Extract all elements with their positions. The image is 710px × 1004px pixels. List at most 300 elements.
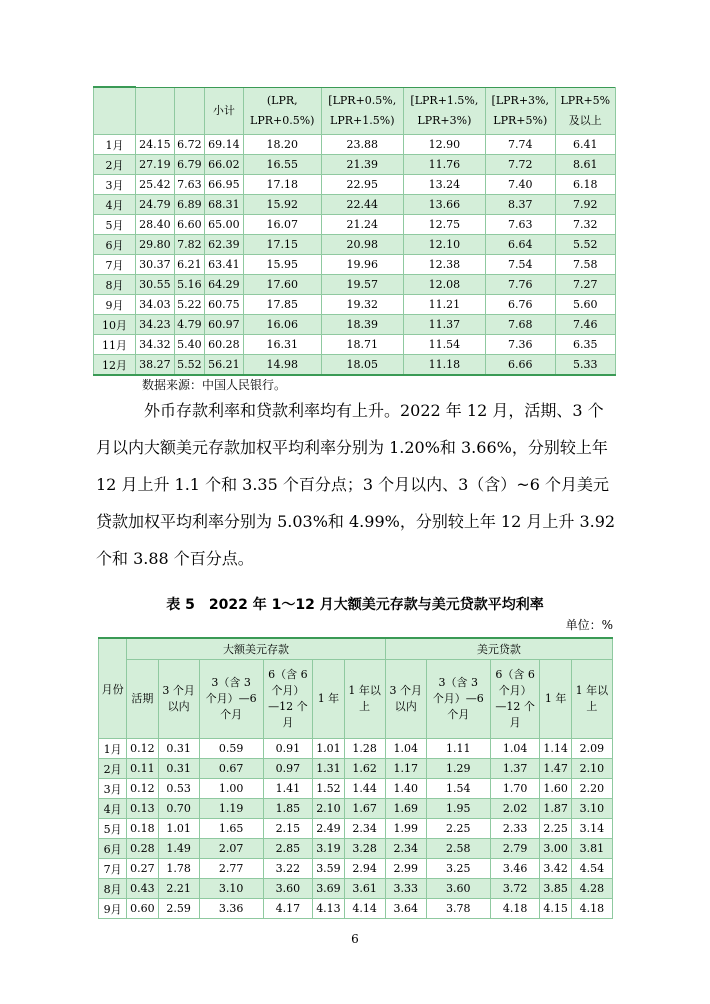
value-cell: 12.75 — [403, 215, 485, 235]
value-cell: 0.13 — [127, 799, 158, 819]
value-cell: 1.69 — [385, 799, 426, 819]
value-cell: 2.33 — [490, 819, 540, 839]
value-cell: 1.17 — [385, 759, 426, 779]
header-text: 3 个月 — [162, 684, 195, 697]
value-cell: 4.54 — [571, 859, 612, 879]
value-cell: 2.34 — [385, 839, 426, 859]
value-cell: 4.28 — [571, 879, 612, 899]
value-cell: 7.32 — [555, 215, 615, 235]
value-cell: 23.88 — [321, 135, 403, 155]
column-header — [571, 660, 612, 739]
month-cell: 3月 — [99, 779, 127, 799]
month-cell: 7月 — [99, 859, 127, 879]
month-cell: 2月 — [94, 155, 136, 175]
value-cell: 1.04 — [385, 739, 426, 759]
value-cell: 17.15 — [243, 235, 321, 255]
value-cell: 3.10 — [199, 879, 263, 899]
value-cell: 6.66 — [485, 355, 555, 376]
table-row — [99, 779, 613, 799]
table-row — [94, 155, 616, 175]
value-cell: 11.18 — [403, 355, 485, 376]
month-cell: 12月 — [94, 355, 136, 376]
header-text: 个月）—6 — [205, 692, 257, 705]
column-header — [158, 660, 199, 739]
value-cell: 12.08 — [403, 275, 485, 295]
value-cell: 0.60 — [127, 899, 158, 919]
month-cell: 5月 — [94, 215, 136, 235]
value-cell: 64.29 — [205, 275, 244, 295]
value-cell: 22.95 — [321, 175, 403, 195]
header-text: 1 年 — [317, 692, 340, 705]
value-cell: 8.61 — [555, 155, 615, 175]
value-cell: 19.32 — [321, 295, 403, 315]
month-cell: 6月 — [94, 235, 136, 255]
value-cell: 7.58 — [555, 255, 615, 275]
table-row — [94, 275, 616, 295]
value-cell: 2.07 — [199, 839, 263, 859]
header-text: 3（含 3 — [211, 676, 251, 689]
value-cell: 3.10 — [571, 799, 612, 819]
value-cell: 66.02 — [205, 155, 244, 175]
value-cell: 3.85 — [540, 879, 571, 899]
value-cell: 4.17 — [263, 899, 313, 919]
month-cell: 3月 — [94, 175, 136, 195]
value-cell: 4.14 — [344, 899, 385, 919]
header-cell — [94, 87, 136, 135]
header-text: 个月 — [220, 708, 243, 721]
value-cell: 19.57 — [321, 275, 403, 295]
header-text: LPR+0.5%) — [250, 113, 315, 127]
value-cell: 7.63 — [485, 215, 555, 235]
value-cell: 5.40 — [174, 335, 204, 355]
value-cell: 2.49 — [313, 819, 344, 839]
value-cell: 11.21 — [403, 295, 485, 315]
month-cell: 9月 — [94, 295, 136, 315]
value-cell: 17.60 — [243, 275, 321, 295]
value-cell: 1.29 — [426, 759, 490, 779]
value-cell: 0.31 — [158, 759, 199, 779]
value-cell: 3.60 — [263, 879, 313, 899]
value-cell: 18.05 — [321, 355, 403, 376]
value-cell: 15.92 — [243, 195, 321, 215]
table-row — [99, 739, 613, 759]
value-cell: 0.11 — [127, 759, 158, 779]
table-row — [94, 235, 616, 255]
header-text: [LPR+3%, — [491, 93, 549, 107]
value-cell: 11.37 — [403, 315, 485, 335]
month-cell: 8月 — [99, 879, 127, 899]
value-cell: 16.06 — [243, 315, 321, 335]
value-cell: 2.10 — [313, 799, 344, 819]
header-text: —12 个 — [268, 700, 308, 713]
month-cell: 10月 — [94, 315, 136, 335]
header-text: LPR+5% — [560, 93, 611, 107]
column-header — [313, 660, 344, 739]
table-row — [94, 315, 616, 335]
table-row — [99, 899, 613, 919]
value-cell: 6.35 — [555, 335, 615, 355]
table-subheader-row — [99, 660, 613, 739]
header-text: LPR+1.5%) — [330, 113, 395, 127]
column-header — [263, 660, 313, 739]
value-cell: 1.95 — [426, 799, 490, 819]
header-text: [LPR+1.5%, — [410, 93, 479, 107]
table-row — [99, 839, 613, 859]
value-cell: 1.44 — [344, 779, 385, 799]
value-cell: 17.18 — [243, 175, 321, 195]
value-cell: 1.87 — [540, 799, 571, 819]
value-cell: 5.22 — [174, 295, 204, 315]
value-cell: 34.32 — [136, 335, 175, 355]
value-cell: 16.55 — [243, 155, 321, 175]
value-cell: 6.41 — [555, 135, 615, 155]
column-header — [426, 660, 490, 739]
header-cell — [243, 87, 321, 135]
value-cell: 2.15 — [263, 819, 313, 839]
value-cell: 1.60 — [540, 779, 571, 799]
value-cell: 7.63 — [174, 175, 204, 195]
value-cell: 18.71 — [321, 335, 403, 355]
loan-rate-distribution-table — [93, 86, 616, 376]
value-cell: 20.98 — [321, 235, 403, 255]
value-cell: 0.31 — [158, 739, 199, 759]
value-cell: 66.95 — [205, 175, 244, 195]
value-cell: 7.76 — [485, 275, 555, 295]
value-cell: 2.20 — [571, 779, 612, 799]
value-cell: 1.85 — [263, 799, 313, 819]
value-cell: 1.28 — [344, 739, 385, 759]
header-text: 上 — [359, 700, 371, 713]
column-header — [127, 660, 158, 739]
header-text: 6（含 6 — [268, 668, 308, 681]
month-cell: 4月 — [99, 799, 127, 819]
table-row — [99, 799, 613, 819]
table-row — [94, 295, 616, 315]
value-cell: 0.18 — [127, 819, 158, 839]
value-cell: 6.60 — [174, 215, 204, 235]
value-cell: 2.02 — [490, 799, 540, 819]
header-text: 以内 — [394, 700, 417, 713]
value-cell: 30.37 — [136, 255, 175, 275]
value-cell: 25.42 — [136, 175, 175, 195]
value-cell: 2.77 — [199, 859, 263, 879]
header-text: (LPR, — [266, 93, 298, 107]
header-text: —12 个 — [495, 700, 535, 713]
deposit-group-header: 大额美元存款 — [127, 638, 386, 660]
month-cell: 5月 — [99, 819, 127, 839]
value-cell: 29.80 — [136, 235, 175, 255]
value-cell: 12.10 — [403, 235, 485, 255]
month-cell: 2月 — [99, 759, 127, 779]
value-cell: 60.75 — [205, 295, 244, 315]
value-cell: 3.78 — [426, 899, 490, 919]
value-cell: 60.28 — [205, 335, 244, 355]
header-text: 1 年以 — [348, 684, 381, 697]
header-text: 个月）—6 — [432, 692, 484, 705]
value-cell: 2.25 — [540, 819, 571, 839]
value-cell: 4.15 — [540, 899, 571, 919]
value-cell: 4.18 — [571, 899, 612, 919]
value-cell: 7.68 — [485, 315, 555, 335]
header-cell — [136, 87, 175, 135]
table-row — [99, 879, 613, 899]
value-cell: 5.33 — [555, 355, 615, 376]
table-row — [94, 135, 616, 155]
header-text: LPR+3%) — [417, 113, 472, 127]
value-cell: 2.99 — [385, 859, 426, 879]
value-cell: 2.58 — [426, 839, 490, 859]
header-text: 个月 — [447, 708, 470, 721]
value-cell: 1.11 — [426, 739, 490, 759]
column-header — [199, 660, 263, 739]
month-cell: 6月 — [99, 839, 127, 859]
header-text: 月 — [282, 716, 294, 729]
value-cell: 7.74 — [485, 135, 555, 155]
value-cell: 7.27 — [555, 275, 615, 295]
value-cell: 3.25 — [426, 859, 490, 879]
value-cell: 2.25 — [426, 819, 490, 839]
value-cell: 1.01 — [158, 819, 199, 839]
value-cell: 2.09 — [571, 739, 612, 759]
value-cell: 3.46 — [490, 859, 540, 879]
value-cell: 2.21 — [158, 879, 199, 899]
table-row — [94, 195, 616, 215]
value-cell: 24.79 — [136, 195, 175, 215]
table-caption: 表 5 2022 年 1～12 月大额美元存款与美元贷款平均利率 — [166, 597, 544, 613]
value-cell: 22.44 — [321, 195, 403, 215]
value-cell: 2.34 — [344, 819, 385, 839]
column-header — [385, 660, 426, 739]
value-cell: 3.28 — [344, 839, 385, 859]
value-cell: 3.59 — [313, 859, 344, 879]
value-cell: 6.79 — [174, 155, 204, 175]
value-cell: 1.62 — [344, 759, 385, 779]
header-text: 1 年 — [544, 692, 567, 705]
value-cell: 0.43 — [127, 879, 158, 899]
value-cell: 16.31 — [243, 335, 321, 355]
value-cell: 34.03 — [136, 295, 175, 315]
table-row — [94, 255, 616, 275]
value-cell: 5.60 — [555, 295, 615, 315]
value-cell: 3.14 — [571, 819, 612, 839]
value-cell: 8.37 — [485, 195, 555, 215]
value-cell: 34.23 — [136, 315, 175, 335]
value-cell: 0.27 — [127, 859, 158, 879]
table-header-row — [94, 87, 616, 135]
value-cell: 7.72 — [485, 155, 555, 175]
value-cell: 6.72 — [174, 135, 204, 155]
source-note: 数据来源：中国人民银行。 — [142, 378, 287, 392]
value-cell: 1.65 — [199, 819, 263, 839]
value-cell: 3.69 — [313, 879, 344, 899]
value-cell: 38.27 — [136, 355, 175, 376]
value-cell: 6.18 — [555, 175, 615, 195]
header-text: 6（含 6 — [495, 668, 535, 681]
header-cell — [174, 87, 204, 135]
value-cell: 28.40 — [136, 215, 175, 235]
value-cell: 1.70 — [490, 779, 540, 799]
value-cell: 1.99 — [385, 819, 426, 839]
value-cell: 60.97 — [205, 315, 244, 335]
header-text: 1 年以 — [575, 684, 609, 697]
value-cell: 18.20 — [243, 135, 321, 155]
header-text: 3（含 3 — [438, 676, 479, 689]
month-header: 月份 — [99, 638, 127, 739]
month-cell: 9月 — [99, 899, 127, 919]
value-cell: 3.64 — [385, 899, 426, 919]
header-text: 以内 — [167, 700, 190, 713]
value-cell: 1.49 — [158, 839, 199, 859]
value-cell: 1.52 — [313, 779, 344, 799]
unit-label: 单位：% — [565, 618, 613, 632]
value-cell: 5.52 — [174, 355, 204, 376]
value-cell: 1.37 — [490, 759, 540, 779]
value-cell: 5.16 — [174, 275, 204, 295]
value-cell: 1.54 — [426, 779, 490, 799]
value-cell: 1.01 — [313, 739, 344, 759]
value-cell: 3.81 — [571, 839, 612, 859]
value-cell: 1.67 — [344, 799, 385, 819]
value-cell: 4.13 — [313, 899, 344, 919]
table-row — [99, 759, 613, 779]
header-cell — [485, 87, 555, 135]
value-cell: 0.91 — [263, 739, 313, 759]
header-cell — [555, 87, 615, 135]
column-header — [540, 660, 571, 739]
table-header-row — [99, 638, 613, 660]
header-text: [LPR+0.5%, — [328, 93, 397, 107]
value-cell: 27.19 — [136, 155, 175, 175]
value-cell: 1.04 — [490, 739, 540, 759]
value-cell: 18.39 — [321, 315, 403, 335]
header-text: LPR+5%) — [493, 113, 548, 127]
month-cell: 4月 — [94, 195, 136, 215]
table-row — [99, 819, 613, 839]
value-cell: 6.76 — [485, 295, 555, 315]
table-row — [94, 175, 616, 195]
value-cell: 2.10 — [571, 759, 612, 779]
value-cell: 1.47 — [540, 759, 571, 779]
value-cell: 3.00 — [540, 839, 571, 859]
value-cell: 69.14 — [205, 135, 244, 155]
value-cell: 7.92 — [555, 195, 615, 215]
month-cell: 11月 — [94, 335, 136, 355]
value-cell: 0.67 — [199, 759, 263, 779]
value-cell: 2.59 — [158, 899, 199, 919]
value-cell: 0.59 — [199, 739, 263, 759]
value-cell: 3.61 — [344, 879, 385, 899]
header-text: 上 — [586, 700, 598, 713]
value-cell: 63.41 — [205, 255, 244, 275]
table-row — [94, 215, 616, 235]
usd-rate-table — [98, 637, 613, 919]
value-cell: 15.95 — [243, 255, 321, 275]
value-cell: 1.19 — [199, 799, 263, 819]
value-cell: 1.00 — [199, 779, 263, 799]
value-cell: 1.31 — [313, 759, 344, 779]
loan-group-header: 美元贷款 — [385, 638, 612, 660]
header-text: 小计 — [212, 103, 235, 117]
value-cell: 3.60 — [426, 879, 490, 899]
month-cell: 7月 — [94, 255, 136, 275]
month-cell: 1月 — [99, 739, 127, 759]
header-text: 个月） — [271, 684, 305, 697]
value-cell: 19.96 — [321, 255, 403, 275]
value-cell: 3.33 — [385, 879, 426, 899]
header-text: 月 — [509, 716, 521, 729]
value-cell: 24.15 — [136, 135, 175, 155]
value-cell: 6.89 — [174, 195, 204, 215]
value-cell: 7.82 — [174, 235, 204, 255]
value-cell: 3.19 — [313, 839, 344, 859]
value-cell: 56.21 — [205, 355, 244, 376]
page-number: 6 — [351, 932, 359, 946]
month-cell: 8月 — [94, 275, 136, 295]
value-cell: 0.70 — [158, 799, 199, 819]
value-cell: 4.18 — [490, 899, 540, 919]
value-cell: 21.24 — [321, 215, 403, 235]
header-cell — [403, 87, 485, 135]
column-header — [490, 660, 540, 739]
value-cell: 0.53 — [158, 779, 199, 799]
value-cell: 3.36 — [199, 899, 263, 919]
value-cell: 3.22 — [263, 859, 313, 879]
value-cell: 2.85 — [263, 839, 313, 859]
table-row — [94, 355, 616, 376]
value-cell: 11.76 — [403, 155, 485, 175]
value-cell: 0.97 — [263, 759, 313, 779]
table-row — [94, 335, 616, 355]
value-cell: 16.07 — [243, 215, 321, 235]
value-cell: 17.85 — [243, 295, 321, 315]
value-cell: 13.24 — [403, 175, 485, 195]
value-cell: 12.90 — [403, 135, 485, 155]
value-cell: 0.12 — [127, 779, 158, 799]
value-cell: 1.14 — [540, 739, 571, 759]
header-text: 个月） — [498, 684, 532, 697]
value-cell: 6.21 — [174, 255, 204, 275]
value-cell: 3.42 — [540, 859, 571, 879]
header-text: 及以上 — [568, 113, 602, 127]
value-cell: 0.12 — [127, 739, 158, 759]
header-cell — [205, 87, 244, 135]
header-text: 活期 — [131, 692, 154, 705]
value-cell: 68.31 — [205, 195, 244, 215]
value-cell: 4.79 — [174, 315, 204, 335]
value-cell: 0.28 — [127, 839, 158, 859]
value-cell: 21.39 — [321, 155, 403, 175]
value-cell: 2.94 — [344, 859, 385, 879]
value-cell: 13.66 — [403, 195, 485, 215]
value-cell: 7.54 — [485, 255, 555, 275]
table-row — [99, 859, 613, 879]
value-cell: 5.52 — [555, 235, 615, 255]
value-cell: 14.98 — [243, 355, 321, 376]
value-cell: 1.78 — [158, 859, 199, 879]
value-cell: 1.40 — [385, 779, 426, 799]
value-cell: 1.41 — [263, 779, 313, 799]
header-text: 3 个月 — [389, 684, 423, 697]
value-cell: 7.36 — [485, 335, 555, 355]
value-cell: 7.40 — [485, 175, 555, 195]
column-header — [344, 660, 385, 739]
value-cell: 11.54 — [403, 335, 485, 355]
value-cell: 62.39 — [205, 235, 244, 255]
value-cell: 6.64 — [485, 235, 555, 255]
value-cell: 3.72 — [490, 879, 540, 899]
header-cell — [321, 87, 403, 135]
month-cell: 1月 — [94, 135, 136, 155]
